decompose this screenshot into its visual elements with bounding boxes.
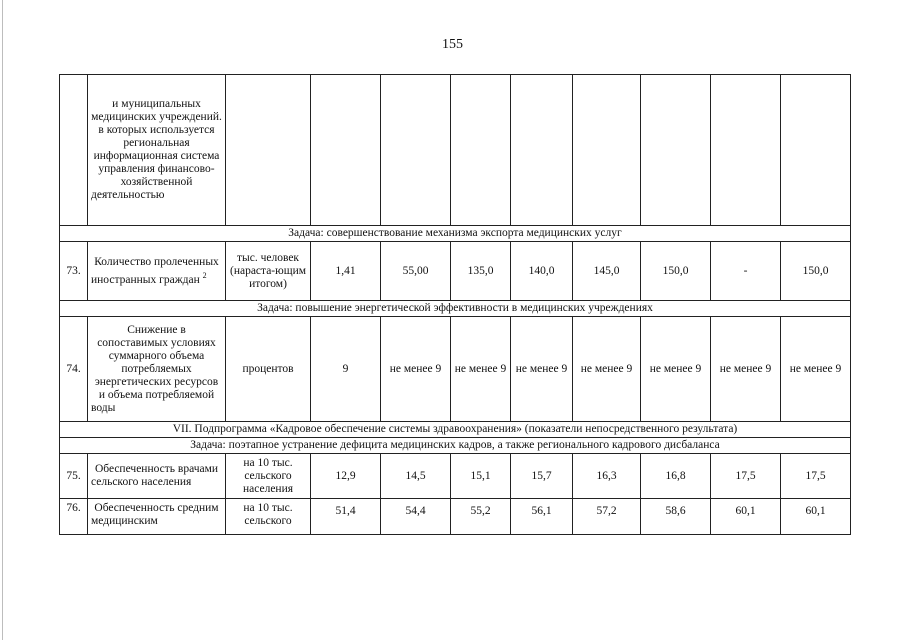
cell-value bbox=[511, 75, 573, 226]
cell-value: 16,8 bbox=[641, 454, 711, 499]
task-row-energy bbox=[60, 301, 851, 317]
cell-value: 55,2 bbox=[451, 499, 511, 535]
table-row-74 bbox=[60, 317, 851, 422]
cell-name: и муниципальных медицинских учреждений. в которых используется региональная информационная система управления финансово-хозяйственной деятельностью bbox=[88, 75, 226, 226]
cell-num: 73. bbox=[60, 242, 88, 301]
cell-value: не менее 9 bbox=[381, 317, 451, 422]
task-heading: Задача: поэтапное устранение дефицита медицинских кадров, а также регионального кадрового дисбаланса bbox=[60, 438, 851, 454]
cell-value: - bbox=[711, 242, 781, 301]
cell-value: 150,0 bbox=[641, 242, 711, 301]
cell-value: не менее 9 bbox=[511, 317, 573, 422]
cell-value: 14,5 bbox=[381, 454, 451, 499]
subprogram-heading: VII. Подпрограмма «Кадровое обеспечение системы здравоохранения» (показатели непосредственного результата) bbox=[60, 422, 851, 438]
cell-value bbox=[711, 75, 781, 226]
cell-unit: на 10 тыс. сельского населения bbox=[226, 454, 311, 499]
indicators-table bbox=[59, 74, 851, 535]
cell-value: не менее 9 bbox=[573, 317, 641, 422]
cell-value: 56,1 bbox=[511, 499, 573, 535]
cell-unit: тыс. человек (нараста-ющим итогом) bbox=[226, 242, 311, 301]
cell-num: 76. bbox=[60, 499, 88, 535]
cell-value: 135,0 bbox=[451, 242, 511, 301]
cell-name: Количество пролеченных иностранных граждан $^2$ bbox=[88, 242, 226, 301]
cell-value bbox=[641, 75, 711, 226]
cell-value bbox=[451, 75, 511, 226]
cell-value: 51,4 bbox=[311, 499, 381, 535]
cell-num: 74. bbox=[60, 317, 88, 422]
cell-value: 15,1 bbox=[451, 454, 511, 499]
page-edge-rule bbox=[2, 0, 3, 640]
cell-value: 55,00 bbox=[381, 242, 451, 301]
task-heading: Задача: повышение энергетической эффективности в медицинских учреждениях bbox=[60, 301, 851, 317]
table-row-continuation bbox=[60, 75, 851, 226]
subprogram-row bbox=[60, 422, 851, 438]
cell-value bbox=[311, 75, 381, 226]
task-heading: Задача: совершенствование механизма экспорта медицинских услуг bbox=[60, 226, 851, 242]
cell-value: 15,7 bbox=[511, 454, 573, 499]
cell-value: 17,5 bbox=[711, 454, 781, 499]
cell-unit: процентов bbox=[226, 317, 311, 422]
cell-name: Обеспеченность средним медицинским bbox=[88, 499, 226, 535]
cell-value: 17,5 bbox=[781, 454, 851, 499]
cell-value: не менее 9 bbox=[711, 317, 781, 422]
cell-value: не менее 9 bbox=[781, 317, 851, 422]
table-row-76 bbox=[60, 499, 851, 535]
cell-value: 60,1 bbox=[711, 499, 781, 535]
cell-value bbox=[781, 75, 851, 226]
cell-name: Обеспеченность врачами сельского населения bbox=[88, 454, 226, 499]
cell-value: 58,6 bbox=[641, 499, 711, 535]
footnote-marker: 2 bbox=[202, 270, 207, 280]
task-row-export bbox=[60, 226, 851, 242]
cell-value: 145,0 bbox=[573, 242, 641, 301]
cell-value: 9 bbox=[311, 317, 381, 422]
page-number: 155 bbox=[442, 37, 463, 52]
cell-value: 150,0 bbox=[781, 242, 851, 301]
cell-value: 140,0 bbox=[511, 242, 573, 301]
cell-value: не менее 9 bbox=[451, 317, 511, 422]
cell-value bbox=[573, 75, 641, 226]
cell-value bbox=[381, 75, 451, 226]
table-row-73 bbox=[60, 242, 851, 301]
cell-value: 12,9 bbox=[311, 454, 381, 499]
cell-num: 75. bbox=[60, 454, 88, 499]
cell-value: не менее 9 bbox=[641, 317, 711, 422]
cell-num bbox=[60, 75, 88, 226]
cell-unit: на 10 тыс. сельского bbox=[226, 499, 311, 535]
task-row-staff bbox=[60, 438, 851, 454]
cell-value: 1,41 bbox=[311, 242, 381, 301]
cell-name: Снижение в сопоставимых условиях суммарного объема потребляемых энергетических ресурсов и объема потребляемой воды bbox=[88, 317, 226, 422]
cell-value: 57,2 bbox=[573, 499, 641, 535]
cell-value: 60,1 bbox=[781, 499, 851, 535]
cell-unit bbox=[226, 75, 311, 226]
table-row-75 bbox=[60, 454, 851, 499]
cell-value: 54,4 bbox=[381, 499, 451, 535]
cell-value: 16,3 bbox=[573, 454, 641, 499]
